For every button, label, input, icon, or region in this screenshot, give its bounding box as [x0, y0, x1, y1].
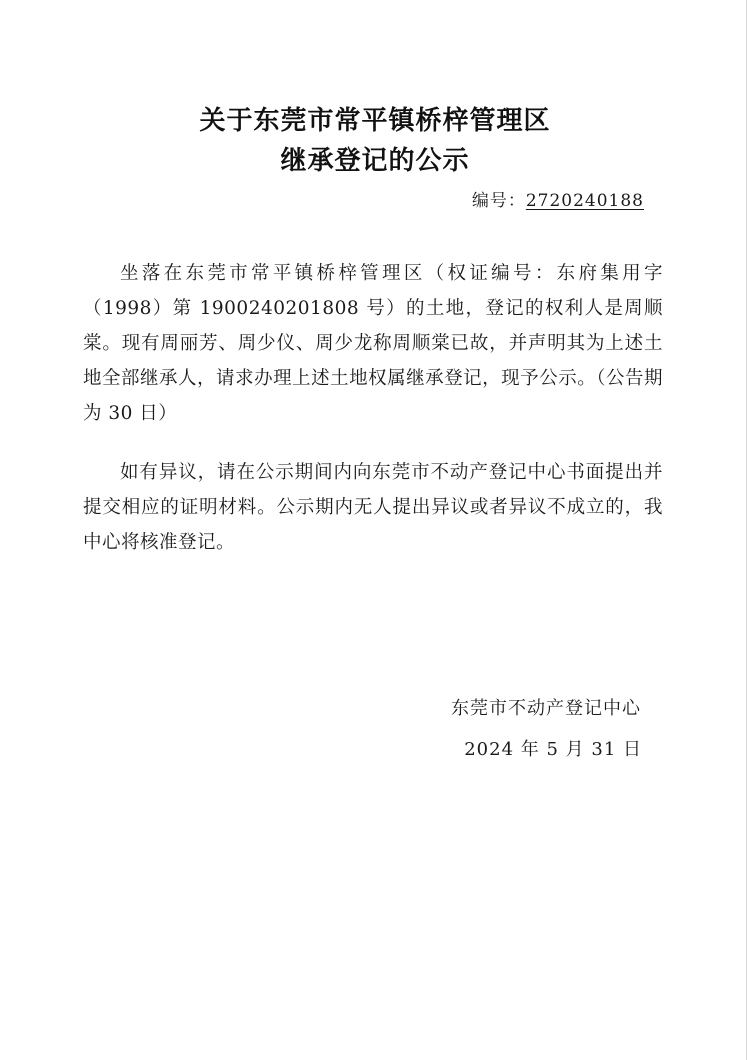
signature-organization: 东莞市不动产登记中心 — [451, 698, 641, 719]
document-title-line1: 关于东莞市常平镇桥梓管理区 — [199, 106, 551, 136]
announcement-paragraph-2: 如有异议，请在公示期间内向东莞市不动产登记中心书面提出并提交相应的证明材料。公示期内无人提出异议或者异议不成立的，我中心将核准登记。 — [83, 462, 663, 553]
signature-date: 2024 年 5 月 31 日 — [464, 739, 642, 760]
document-number-label: 编号： — [471, 191, 526, 211]
document-number-value: 2720240188 — [525, 191, 644, 211]
document-number — [472, 186, 644, 211]
document-title-line2: 继承登记的公示 — [280, 146, 470, 176]
announcement-paragraph-1: 坐落在东莞市常平镇桥梓管理区（权证编号：东府集用字（1998）第 1900240201808 号）的土地，登记的权利人是周顺棠。现有周丽芳、周少仪、周少龙称周顺棠已故，并声明其为上述土地全部继承人，请求办理上述土地权属继承登记，现予公示。（公告期为 30 日） — [83, 263, 663, 424]
